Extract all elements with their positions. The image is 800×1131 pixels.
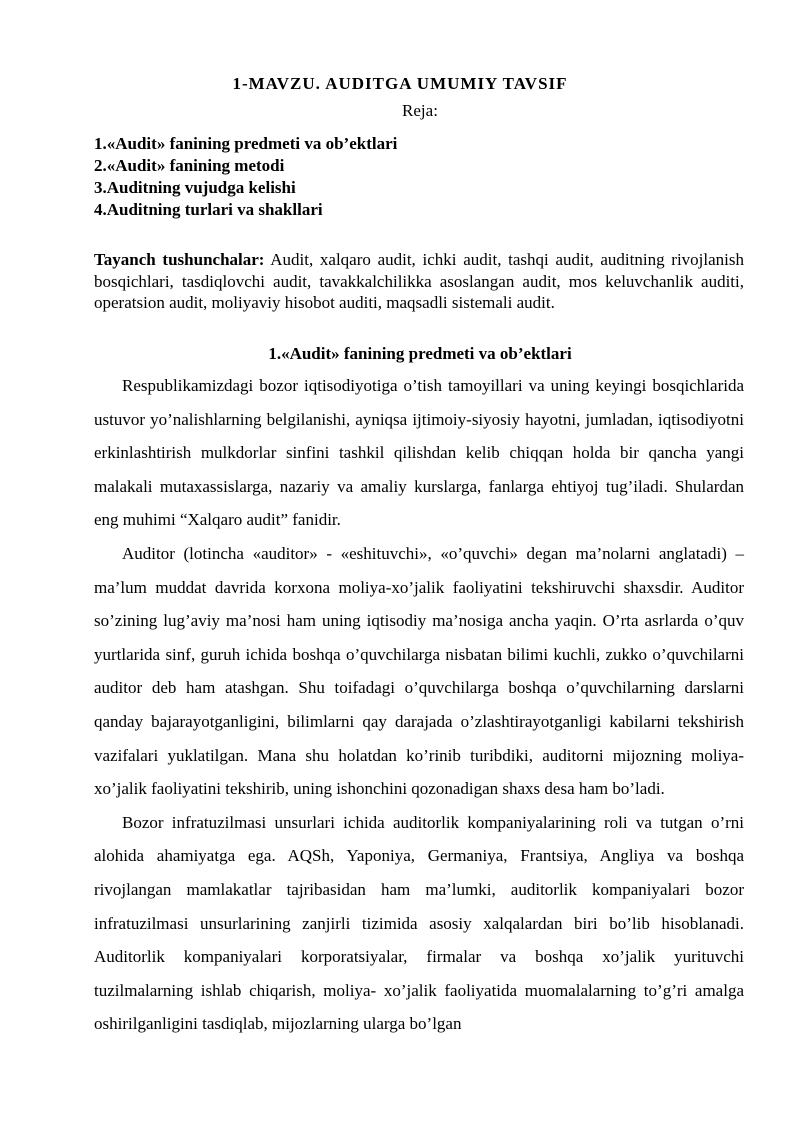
keywords-label: Tayanch tushunchalar:	[94, 250, 265, 269]
paragraph: Respublikamizdagi bozor iqtisodiyotiga o’tish tamoyillari va uning keyingi bosqichlarida ustuvor yo’nalishlarning belgilanishi, ayniqsa ijtimoiy-siyosiy hayotni, jumladan, iqtisodiyotni erkinlashtirish mulkdorlar sinfini tashkil qilishdan kelib chiqqan holda bir qancha yangi malakali mutaxassislarga, nazariy va amaliy kurslarga, fanlarga ehtiyoj tug’iladi. Shulardan eng muhimi “Xalqaro audit” fanidir.	[94, 376, 744, 530]
plan-item: 1.«Audit» fanining predmeti va ob’ektlari	[94, 134, 398, 153]
keywords-text: Audit, xalqaro audit, ichki audit, tashqi audit, auditning rivojlanish bosqichlari, tasdiqlovchi audit, tavakkalchilikka asoslangan audit, mos keluvchanlik auditi, operatsion audit, moliyaviy hisobot auditi, maqsadli sistemali audit.	[94, 250, 745, 312]
plan-list	[94, 133, 744, 221]
paragraph: Bozor infratuzilmasi unsurlari ichida auditorlik kompaniyalarining roli va tutgan o’rni alohida ahamiyatga ega. AQSh, Yaponiya, Germaniya, Frantsiya, Angliya va boshqa rivojlangan mamlakatlar tajribasidan ham ma’lumki, auditorlik kompaniyalari bozor infratuzilmasi unsurlarining zanjirli tizimida asosiy xalqalardan biri bo’lib hisoblanadi. Auditorlik kompaniyalari korporatsiyalar, firmalar va boshqa xo’jalik yurituvchi tuzilmalarning ishlab chiqarish, moliya- xo’jalik faoliyatida muomalalarning to’g’ri amalga oshirilganligini tasdiqlab, mijozlarning ularga bo’lgan	[94, 812, 744, 1034]
plan-item: 4.Auditning turlari va shakllari	[94, 200, 323, 219]
plan-label: Reja:	[402, 101, 438, 120]
section-heading: 1.«Audit» fanining predmeti va ob’ektlari	[268, 344, 572, 363]
plan-item: 2.«Audit» fanining metodi	[94, 156, 285, 175]
keywords-paragraph	[94, 249, 744, 314]
paragraph: Auditor (lotincha «auditor» - «eshituvchi», «o’quvchi» degan ma’nolarni anglatadi) – ma’lum muddat davrida korxona moliya-xo’jalik faoliyatini tekshiruvchi shaxsdir. Auditor so’zining lug’aviy ma’nosi ham uning iqtisodiy ma’nosiga ancha yaqin. O’rta asrlarda o’quv yurtlarida sinf, guruh ichida boshqa o’quvchilarga nisbatan bilimi kuchli, zukko o’quvchilarni auditor deb ham atashgan. Shu toifadagi o’quvchilarga boshqa o’quvchilarning darslarni qanday bajarayotganligini, bilimlarni qay darajada o’zlashtirayotganligi kabilarni tekshirish vazifalari yuklatilgan. Mana shu holatdan ko’rinib turibdiki, auditorni mijozning moliya-xo’jalik faoliyatini tekshirib, uning ishonchini qozonadigan shaxs desa ham bo’ladi.	[94, 543, 744, 799]
document-title: 1-MAVZU. AUDITGA UMUMIY TAVSIF	[232, 74, 568, 93]
plan-item: 3.Auditning vujudga kelishi	[94, 178, 296, 197]
body-text	[94, 369, 744, 1041]
